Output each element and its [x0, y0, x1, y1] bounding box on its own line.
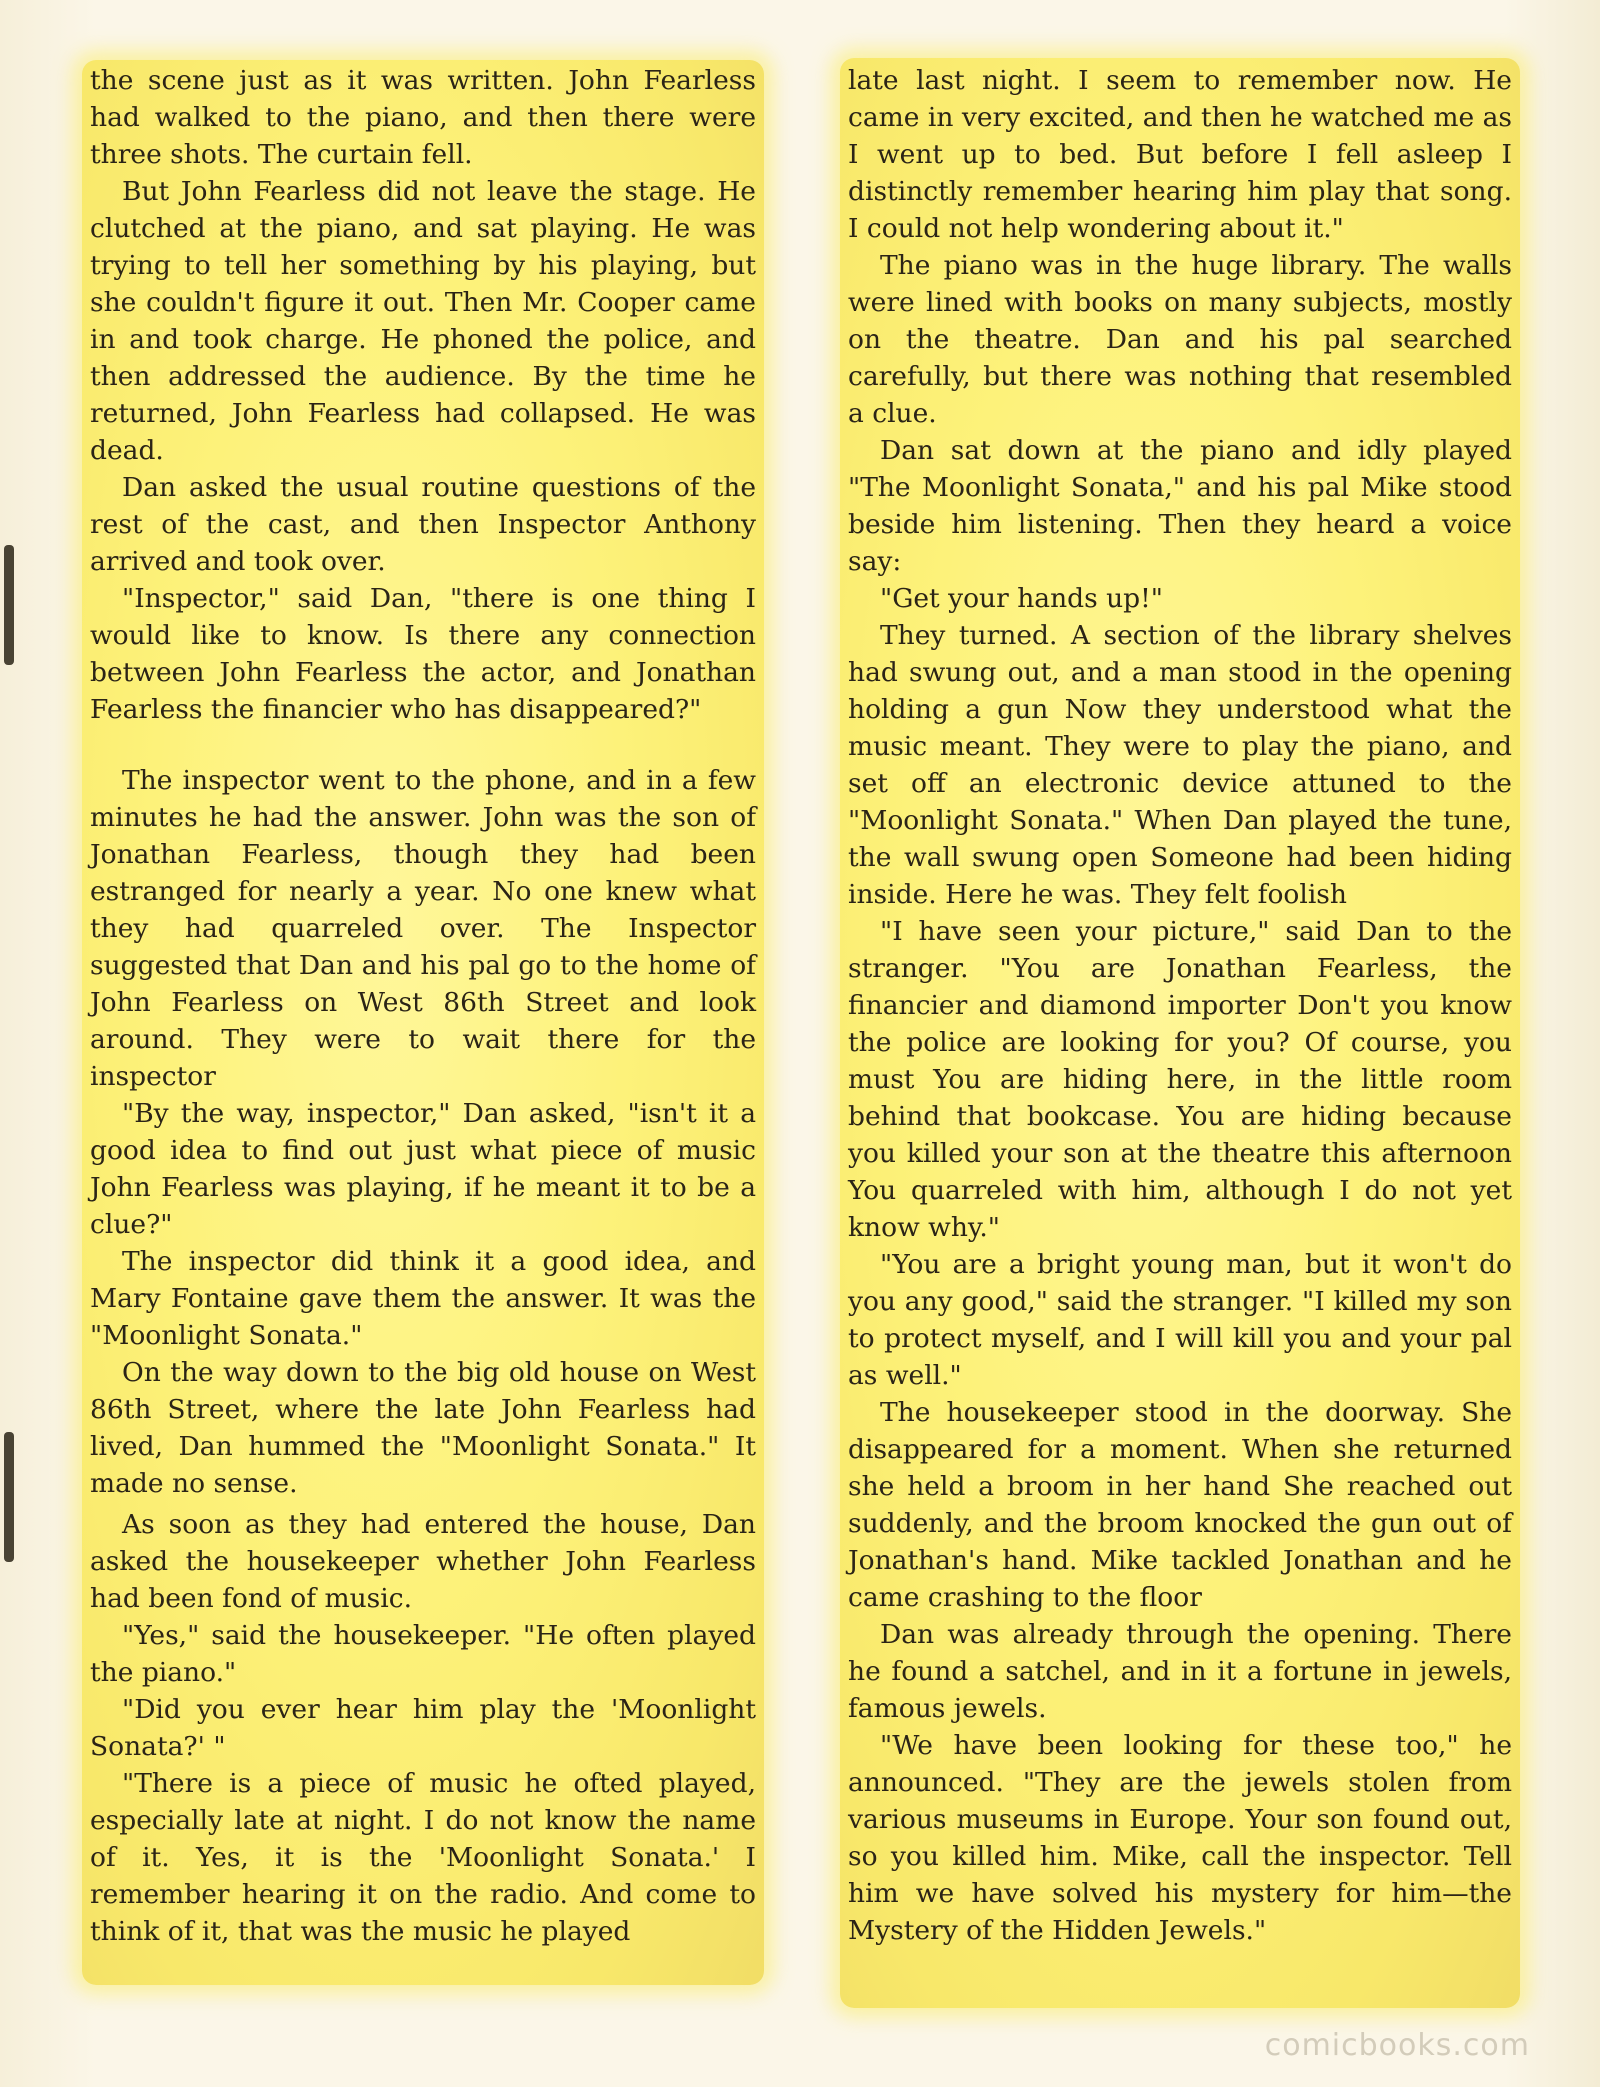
paragraph: "Yes," said the housekeeper. "He often played the piano."	[90, 1620, 756, 1688]
paragraph: On the way down to the big old house on West 86th Street, where the late John Fearless had lived, Dan hummed the "Moonlight Sonata." It made no sense.	[90, 1357, 756, 1499]
paragraph: "I have seen your picture," said Dan to the stranger. "You are Jonathan Fearless, the financier and diamond importer Don't you know the police are looking for you? Of course, you must You are hiding here, in the little room behind that bookcase. You are hiding because you killed your son at the theatre this afternoon You quarreled with him, although I do not yet know why."	[848, 916, 1512, 1243]
binding-mark	[4, 1432, 14, 1562]
right-text-column	[840, 58, 1520, 2008]
site-watermark: comicbooks.com	[1264, 2028, 1530, 2063]
paragraph: The inspector went to the phone, and in a few minutes he had the answer. John was the son of Jonathan Fearless, though they had been estranged for nearly a year. No one knew what they had quarreled over. The Inspector suggested that Dan and his pal go to the home of John Fearless on West 86th Street and look around. They were to wait there for the inspector	[90, 765, 756, 1092]
paragraph: They turned. A section of the library shelves had swung out, and a man stood in the opening holding a gun Now they understood what the music meant. They were to play the piano, and set off an electronic device attuned to the "Moonlight Sonata." When Dan played the tune, the wall swung open Someone had been hiding inside. Here he was. They felt foolish	[848, 620, 1512, 910]
paragraph: "Get your hands up!"	[880, 583, 1163, 614]
paragraph: The piano was in the huge library. The walls were lined with books on many subjects, mostly on the theatre. Dan and his pal searched carefully, but there was nothing that resembled a clue.	[848, 250, 1512, 429]
paragraph: late last night. I seem to remember now. He came in very excited, and then he watched me as I went up to bed. But before I fell asleep I distinctly remember hearing him play that song. I could not help wondering about it."	[848, 65, 1512, 244]
paragraph: "You are a bright young man, but it won't do you any good," said the stranger. "I killed my son to protect myself, and I will kill you and your pal as well."	[848, 1249, 1512, 1391]
paragraph: "Did you ever hear him play the 'Moonlight Sonata?' "	[90, 1694, 756, 1762]
paragraph: But John Fearless did not leave the stage. He clutched at the piano, and sat playing. He was trying to tell her something by his playing, but she couldn't figure it out. Then Mr. Cooper came in and took charge. He phoned the police, and then addressed the audience. By the time he returned, John Fearless had collapsed. He was dead.	[90, 176, 756, 466]
paragraph: "Inspector," said Dan, "there is one thing I would like to know. Is there any connection between John Fearless the actor, and Jonathan Fearless the financier who has disappeared?"	[90, 583, 756, 725]
paragraph: As soon as they had entered the house, Dan asked the housekeeper whether John Fearless had been fond of music.	[90, 1509, 756, 1614]
paragraph: "By the way, inspector," Dan asked, "isn't it a good idea to find out just what piece of music John Fearless was playing, if he meant it to be a clue?"	[90, 1098, 756, 1240]
paragraph: "There is a piece of music he ofted played, especially late at night. I do not know the name of it. Yes, it is the 'Moonlight Sonata.' I remember hearing it on the radio. And come to think of it, that was the music he played	[90, 1768, 756, 1947]
paragraph: The housekeeper stood in the doorway. She disappeared for a moment. When she returned she held a broom in her hand She reached out suddenly, and the broom knocked the gun out of Jonathan's hand. Mike tackled Jonathan and he came crashing to the floor	[848, 1397, 1512, 1613]
paragraph: the scene just as it was written. John Fearless had walked to the piano, and then there were three shots. The curtain fell.	[90, 65, 756, 170]
left-text-column	[82, 60, 764, 1985]
binding-mark	[4, 545, 14, 665]
paragraph: Dan asked the usual routine questions of the rest of the cast, and then Inspector Anthony arrived and took over.	[90, 472, 756, 577]
paragraph: Dan was already through the opening. There he found a satchel, and in it a fortune in jewels, famous jewels.	[848, 1619, 1512, 1724]
paragraph: Dan sat down at the piano and idly played "The Moonlight Sonata," and his pal Mike stood beside him listening. Then they heard a voice say:	[848, 435, 1512, 577]
paragraph: "We have been looking for these too," he announced. "They are the jewels stolen from various museums in Europe. Your son found out, so you killed him. Mike, call the inspector. Tell him we have solved his mystery for him—the Mystery of the Hidden Jewels."	[848, 1730, 1512, 1946]
paragraph: The inspector did think it a good idea, and Mary Fontaine gave them the answer. It was the "Moonlight Sonata."	[90, 1246, 756, 1351]
